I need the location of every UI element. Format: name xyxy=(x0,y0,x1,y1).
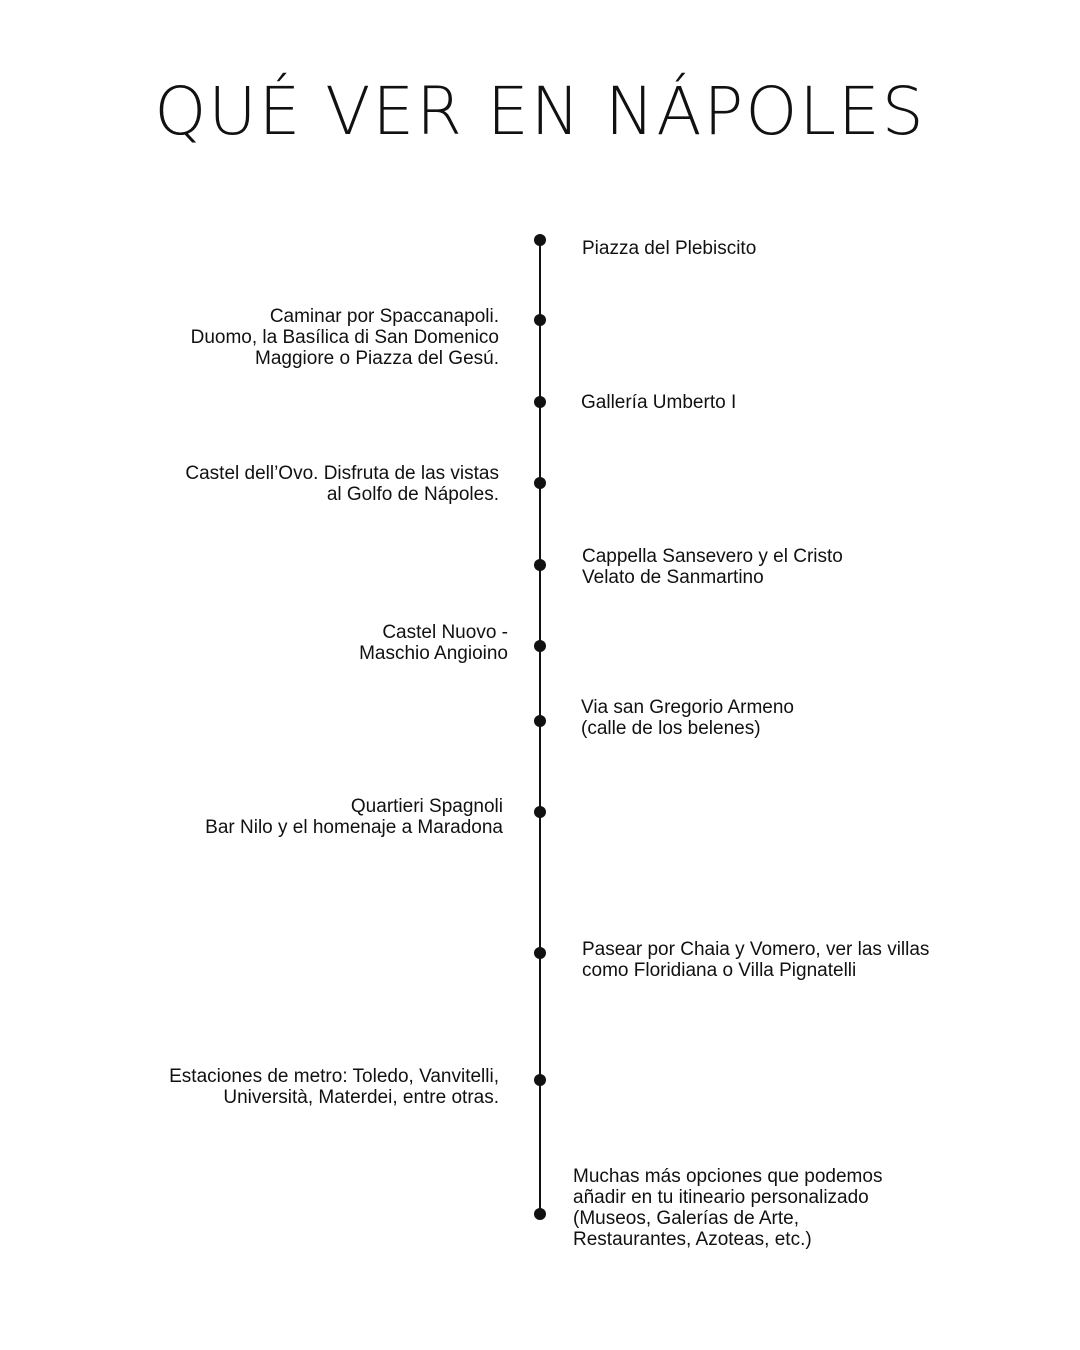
page-title: QUÉ VER EN NÁPOLES xyxy=(154,73,926,150)
timeline-item-spaccanapoli: Caminar por Spaccanapoli. Duomo, la Basílica di San Domenico Maggiore o Piazza del Gesú. xyxy=(190,306,499,369)
timeline-dot xyxy=(534,314,546,326)
timeline-dot xyxy=(534,640,546,652)
timeline-dot xyxy=(534,396,546,408)
timeline-item-cappella-sansevero: Cappella Sansevero y el Cristo Velato de Sanmartino xyxy=(582,546,843,588)
timeline-item-castel-nuovo: Castel Nuovo - Maschio Angioino xyxy=(359,622,508,664)
timeline-dot xyxy=(534,1074,546,1086)
timeline-item-estaciones-de-metro: Estaciones de metro: Toledo, Vanvitelli, Università, Materdei, entre otras. xyxy=(169,1066,499,1108)
timeline-item-chaia-vomero: Pasear por Chaia y Vomero, ver las villas como Floridiana o Villa Pignatelli xyxy=(582,939,930,981)
timeline-dot xyxy=(534,1208,546,1220)
timeline-line xyxy=(539,240,541,1215)
timeline-dot xyxy=(534,477,546,489)
timeline-item-piazza-del-plebiscito: Piazza del Plebiscito xyxy=(582,238,757,259)
timeline-item-quartieri-spagnoli: Quartieri Spagnoli Bar Nilo y el homenaje a Maradona xyxy=(205,796,503,838)
timeline-dot xyxy=(534,715,546,727)
timeline-dot xyxy=(534,234,546,246)
timeline-item-via-san-gregorio-armeno: Via san Gregorio Armeno (calle de los belenes) xyxy=(581,697,794,739)
timeline-item-mas-opciones: Muchas más opciones que podemos añadir en tu itineario personalizado (Museos, Galerías de Arte, Restaurantes, Azoteas, etc.) xyxy=(573,1166,883,1250)
timeline-item-castel-dell-ovo: Castel dell’Ovo. Disfruta de las vistas al Golfo de Nápoles. xyxy=(185,463,499,505)
timeline-dot xyxy=(534,559,546,571)
timeline-dot xyxy=(534,806,546,818)
timeline-item-galleria-umberto: Gallería Umberto I xyxy=(581,392,737,413)
timeline-dot xyxy=(534,947,546,959)
